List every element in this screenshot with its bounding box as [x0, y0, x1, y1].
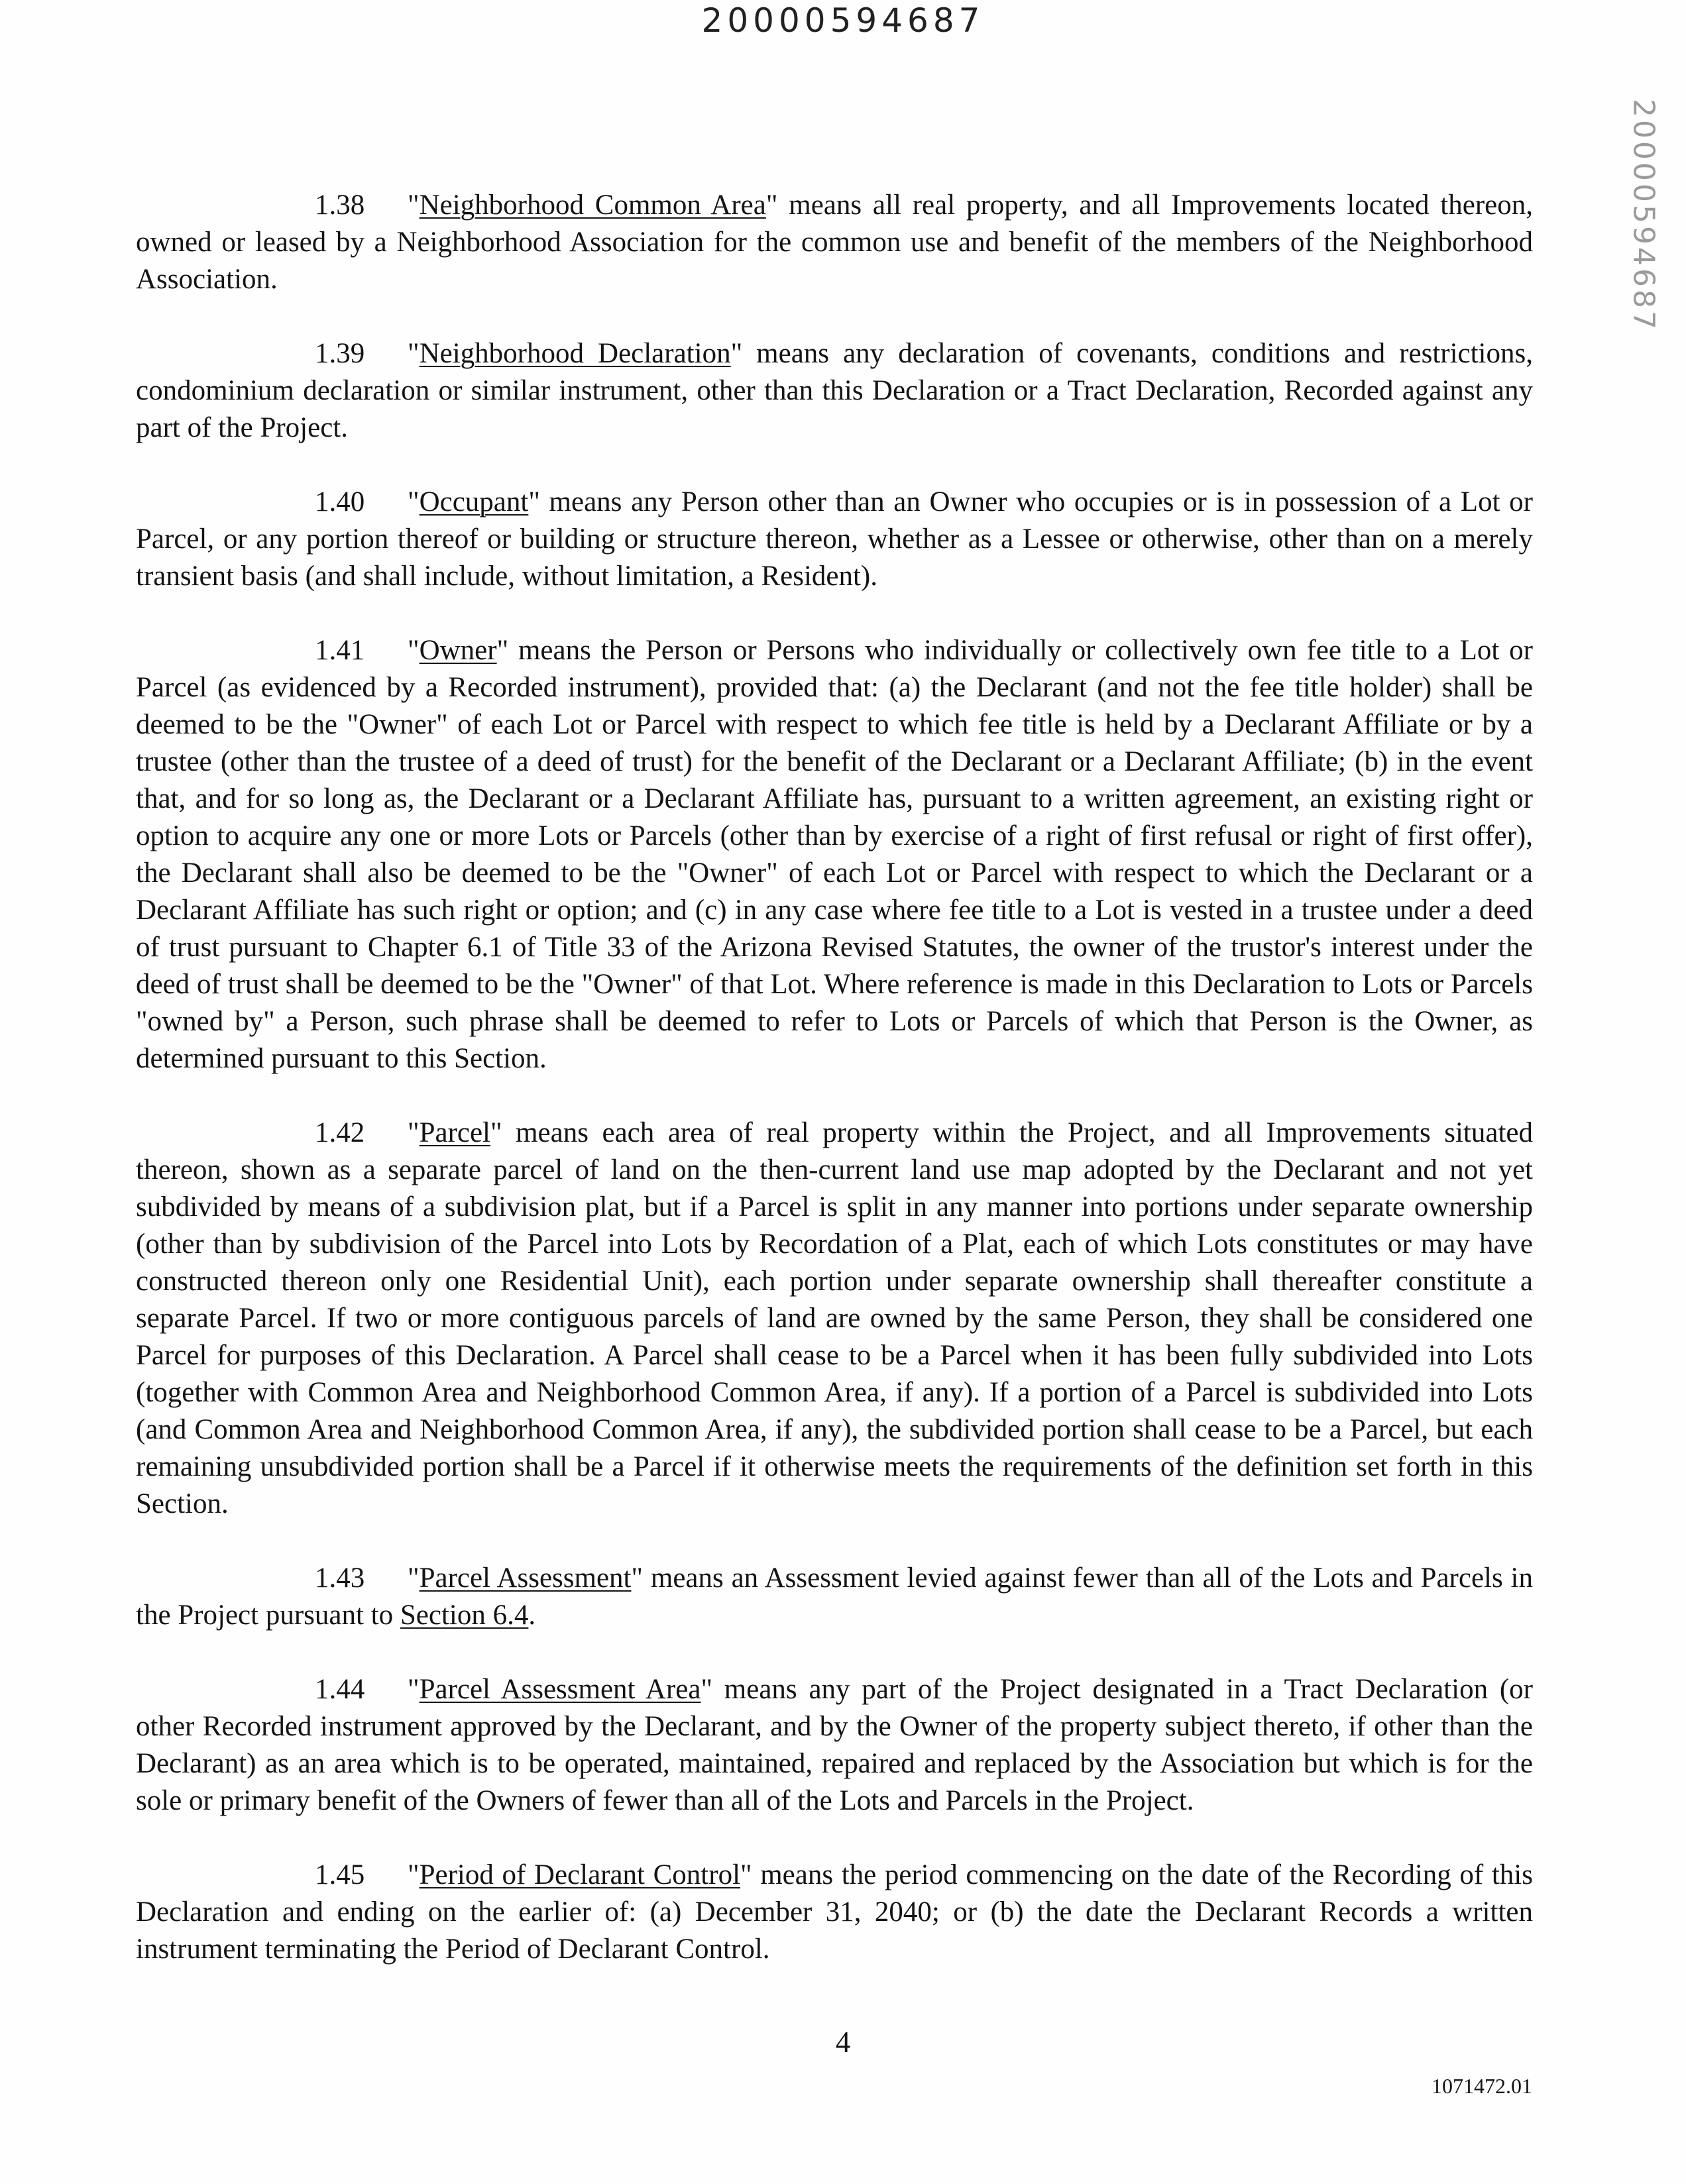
section-number: 1.38: [315, 190, 365, 221]
section-text: means an Assessment levied against fewer than all of the Lots and Parcels in the Project pursuant to: [136, 1562, 1533, 1631]
defined-term: Parcel Assessment: [419, 1562, 632, 1594]
section-number: 1.43: [315, 1562, 365, 1594]
document-id: 1071472.01: [1432, 2074, 1532, 2098]
defined-term: Neighborhood Common Area: [419, 190, 766, 221]
section-1-40: 1.40 "Occupant" means any Person other than an Owner who occupies or is in possession of a Lot or Parcel, or any portion thereof or building or structure thereon, whether as a Lessee or otherwise, other than on a merely transient basis (and shall include, without limitation, a Resident).: [136, 484, 1533, 595]
defined-term: Parcel: [419, 1117, 490, 1148]
section-text: means the Person or Persons who individually or collectively own fee title to a Lot or Parcel (as evidenced by a Recorded instrument), provided that: (a) the Declarant (and not the fee title holder) shall be deemed to be the "Owner" of each Lot or Parcel with respect to which fee title is held by a Declarant Affiliate or by a trustee (other than the trustee of a deed of trust) for the benefit of the Declarant or a Declarant Affiliate; (b) in the event that, and for so long as, the Declarant or a Declarant Affiliate has, pursuant to a written agreement, an existing right or option to acquire any one or more Lots or Parcels (other than by exercise of a right of first refusal or right of first offer), the Declarant shall also be deemed to be the "Owner" of each Lot or Parcel with respect to which the Declarant or a Declarant Affiliate has such right or option; and (c) in any case where fee title to a Lot is vested in a trustee under a deed of trust pursuant to Chapter 6.1 of Title 33 of the Arizona Revised Statutes, the owner of the trustor's interest under the deed of trust shall be deemed to be the "Owner" of that Lot. Where reference is made in this Declaration to Lots or Parcels "owned by" a Person, such phrase shall be deemed to refer to Lots or Parcels of which that Person is the Owner, as determined pursuant to this Section.: [136, 635, 1533, 1074]
section-1-39: 1.39 "Neighborhood Declaration" means any declaration of covenants, conditions and restrictions, condominium declaration or similar instrument, other than this Declaration or a Tract Declaration, Recorded against any part of the Project.: [136, 335, 1533, 447]
section-text: means all real property, and all Improvements located thereon, owned or leased by a Neighborhood Association for the common use and benefit of the members of the Neighborhood Association.: [136, 190, 1533, 295]
definitions-body: [136, 187, 1533, 2005]
defined-term: Period of Declarant Control: [419, 1859, 741, 1890]
defined-term: Parcel Assessment Area: [419, 1674, 701, 1705]
section-1-44: 1.44 "Parcel Assessment Area" means any part of the Project designated in a Tract Declaration (or other Recorded instrument approved by the Declarant, and by the Owner of the property subject thereto, if other than the Declarant) as an area which is to be operated, maintained, repaired and replaced by the Association but which is for the sole or primary benefit of the Owners of fewer than all of the Lots and Parcels in the Project.: [136, 1671, 1533, 1820]
section-text: means any declaration of covenants, conditions and restrictions, condominium declaration or similar instrument, other than this Declaration or a Tract Declaration, Recorded against any part of the Project.: [136, 338, 1533, 443]
section-number: 1.41: [315, 635, 365, 666]
section-1-45: 1.45 "Period of Declarant Control" means the period commencing on the date of the Recording of this Declaration and ending on the earlier of: (a) December 31, 2040; or (b) the date the Declarant Records a written instrument terminating the Period of Declarant Control.: [136, 1857, 1533, 1968]
section-number: 1.45: [315, 1859, 365, 1890]
defined-term: Owner: [419, 635, 497, 666]
section-text: means each area of real property within the Project, and all Improvements situated thereon, shown as a separate parcel of land on the then-current land use map adopted by the Declarant and not yet subdivided by means of a subdivision plat, but if a Parcel is split in any manner into portions under separate ownership (other than by subdivision of the Parcel into Lots by Recordation of a Plat, each of which Lots constitutes or may have constructed thereon only one Residential Unit), each portion under separate ownership shall thereafter constitute a separate Parcel. If two or more contiguous parcels of land are owned by the same Person, they shall be considered one Parcel for purposes of this Declaration. A Parcel shall cease to be a Parcel when it has been fully subdivided into Lots (together with Common Area and Neighborhood Common Area, if any). If a portion of a Parcel is subdivided into Lots (and Common Area and Neighborhood Common Area, if any), the subdivided portion shall cease to be a Parcel, but each remaining unsubdivided portion shall be a Parcel if it otherwise meets the requirements of the definition set forth in this Section.: [136, 1117, 1533, 1519]
section-text: means any part of the Project designated in a Tract Declaration (or other Recorded instrument approved by the Declarant, and by the Owner of the property subject thereto, if other than the Declarant) as an area which is to be operated, maintained, repaired and replaced by the Association but which is for the sole or primary benefit of the Owners of fewer than all of the Lots and Parcels in the Project.: [136, 1674, 1534, 1816]
section-1-41: 1.41 "Owner" means the Person or Persons who individually or collectively own fee title to a Lot or Parcel (as evidenced by a Recorded instrument), provided that: (a) the Declarant (and not the fee title holder) shall be deemed to be the "Owner" of each Lot or Parcel with respect to which fee title is held by a Declarant Affiliate or by a trustee (other than the trustee of a deed of trust) for the benefit of the Declarant or a Declarant Affiliate; (b) in the event that, and for so long as, the Declarant or a Declarant Affiliate has, pursuant to a written agreement, an existing right or option to acquire any one or more Lots or Parcels (other than by exercise of a right of first refusal or right of first offer), the Declarant shall also be deemed to be the "Owner" of each Lot or Parcel with respect to which the Declarant or a Declarant Affiliate has such right or option; and (c) in any case where fee title to a Lot is vested in a trustee under a deed of trust pursuant to Chapter 6.1 of Title 33 of the Arizona Revised Statutes, the owner of the trustor's interest under the deed of trust shall be deemed to be the "Owner" of that Lot. Where reference is made in this Declaration to Lots or Parcels "owned by" a Person, such phrase shall be deemed to refer to Lots or Parcels of which that Person is the Owner, as determined pursuant to this Section.: [136, 632, 1533, 1077]
section-1-42: 1.42 "Parcel" means each area of real property within the Project, and all Improvements situated thereon, shown as a separate parcel of land on the then-current land use map adopted by the Declarant and not yet subdivided by means of a subdivision plat, but if a Parcel is split in any manner into portions under separate ownership (other than by subdivision of the Parcel into Lots by Recordation of a Plat, each of which Lots constitutes or may have constructed thereon only one Residential Unit), each portion under separate ownership shall thereafter constitute a separate Parcel. If two or more contiguous parcels of land are owned by the same Person, they shall be considered one Parcel for purposes of this Declaration. A Parcel shall cease to be a Parcel when it has been fully subdivided into Lots (together with Common Area and Neighborhood Common Area, if any). If a portion of a Parcel is subdivided into Lots (and Common Area and Neighborhood Common Area, if any), the subdivided portion shall cease to be a Parcel, but each remaining unsubdivided portion shall be a Parcel if it otherwise meets the requirements of the definition set forth in this Section.: [136, 1115, 1533, 1523]
section-number: 1.44: [315, 1674, 365, 1705]
section-text-tail: .: [528, 1600, 536, 1631]
margin-stamp: [1617, 99, 1670, 332]
section-reference-link: Section 6.4: [400, 1600, 529, 1631]
page-number: 4: [835, 2026, 851, 2059]
section-text: means any Person other than an Owner who occupies or is in possession of a Lot or Parcel, or any portion thereof or building or structure thereon, whether as a Lessee or otherwise, other than on a merely transient basis (and shall include, without limitation, a Resident).: [136, 486, 1533, 592]
defined-term: Occupant: [419, 486, 529, 518]
section-text: means the period commencing on the date of the Recording of this Declaration and ending on the earlier of: (a) December 31, 2040; or (b) the date the Declarant Records a written instrument terminating the Period of Declarant Control.: [136, 1859, 1533, 1965]
margin-stamp-number: 20000594687: [1626, 99, 1661, 332]
section-1-43: 1.43 "Parcel Assessment" means an Assessment levied against fewer than all of the Lots and Parcels in the Project pursuant to Section 6.4.: [136, 1560, 1533, 1634]
section-number: 1.39: [315, 338, 365, 369]
section-1-38: 1.38 "Neighborhood Common Area" means all real property, and all Improvements located thereon, owned or leased by a Neighborhood Association for the common use and benefit of the members of the Neighborhood Association.: [136, 187, 1533, 298]
section-number: 1.40: [315, 486, 365, 518]
defined-term: Neighborhood Declaration: [419, 338, 731, 369]
section-number: 1.42: [315, 1117, 365, 1148]
recording-number: 20000594687: [701, 1, 985, 40]
